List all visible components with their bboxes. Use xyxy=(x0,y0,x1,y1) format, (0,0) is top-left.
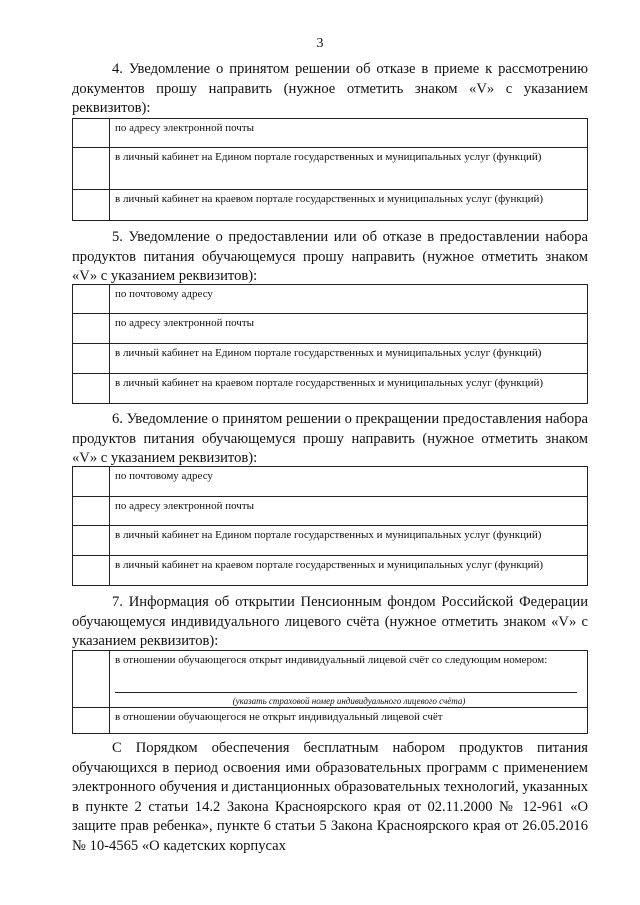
checkbox-cell[interactable] xyxy=(73,526,110,555)
checkbox-cell[interactable] xyxy=(73,556,110,585)
account-number-hint: (указать страховой номер индивидуального лицевого счёта) xyxy=(232,696,466,706)
checkbox-cell[interactable] xyxy=(73,467,110,496)
section-7-option-account-not-open[interactable] xyxy=(72,707,588,734)
option-label: по почтовому адресу xyxy=(115,288,213,300)
option-label: по адресу электронной почты xyxy=(115,122,255,134)
checkbox-cell[interactable] xyxy=(73,190,110,220)
section-5-option-regional-portal[interactable] xyxy=(72,373,588,404)
option-label: по адресу электронной почты xyxy=(115,317,255,329)
section-4-option-email[interactable] xyxy=(72,118,588,148)
section-6-option-postal[interactable] xyxy=(72,466,588,497)
section-5-text: 5. Уведомление о предоставлении или об отказе в предоставлении набора продуктов питания обучающемуся прошу направить (нужное отметить знаком «V» с указанием реквизитов): xyxy=(72,229,588,284)
option-label: в личный кабинет на краевом портале государственных и муниципальных услуг (функций) xyxy=(115,377,544,389)
section-6-option-unified-portal[interactable] xyxy=(72,525,588,556)
closing-text: С Порядком обеспечения бесплатным набором продуктов питания обучающихся в период освоения ими образовательных программ с применением электронного обучения и дистанционных образовательных технологий, указанных в пункте 2 статьи 14.2 Закона Красноярского края от 02.11.2000 № 12-961 «О защите прав ребенка», пункте 6 статьи 5 Закона Красноярского края от 26.05.2016 № 10-4565 «О кадетских корпусах xyxy=(72,740,588,854)
section-5-option-email[interactable] xyxy=(72,313,588,344)
section-4-option-regional-portal[interactable] xyxy=(72,189,588,221)
section-4-option-unified-portal[interactable] xyxy=(72,147,588,190)
section-7-option-account-open[interactable] xyxy=(72,650,588,708)
checkbox-cell[interactable] xyxy=(73,374,110,403)
section-4-text: 4. Уведомление о принятом решении об отказе в приеме к рассмотрению документов прошу направить (нужное отметить знаком «V» с указанием реквизитов): xyxy=(72,61,588,116)
section-6-option-email[interactable] xyxy=(72,496,588,526)
option-label: в личный кабинет на краевом портале государственных и муниципальных услуг (функций) xyxy=(115,559,544,571)
section-6-text: 6. Уведомление о принятом решении о прекращении предоставления набора продуктов питания обучающемуся прошу направить (нужное отметить знаком «V» с указанием реквизитов): xyxy=(72,411,588,466)
checkbox-cell[interactable] xyxy=(73,148,110,189)
option-label: в личный кабинет на Едином портале государственных и муниципальных услуг (функций) xyxy=(115,151,542,163)
option-label: в личный кабинет на Едином портале государственных и муниципальных услуг (функций) xyxy=(115,347,542,359)
checkbox-cell[interactable] xyxy=(73,344,110,373)
option-label: в личный кабинет на Едином портале государственных и муниципальных услуг (функций) xyxy=(115,529,542,541)
account-number-line[interactable] xyxy=(115,692,577,693)
section-5-option-postal[interactable] xyxy=(72,284,588,314)
option-label: по почтовому адресу xyxy=(115,470,213,482)
section-6-option-regional-portal[interactable] xyxy=(72,555,588,586)
checkbox-cell[interactable] xyxy=(73,651,110,707)
option-label: в отношении обучающегося открыт индивидуальный лицевой счёт со следующим номером: xyxy=(115,654,548,666)
option-label: в отношении обучающегося не открыт индивидуальный лицевой счёт xyxy=(115,711,443,723)
section-5-option-unified-portal[interactable] xyxy=(72,343,588,374)
option-label: в личный кабинет на краевом портале государственных и муниципальных услуг (функций) xyxy=(115,193,544,205)
checkbox-cell[interactable] xyxy=(73,497,110,525)
checkbox-cell[interactable] xyxy=(73,119,110,147)
option-label: по адресу электронной почты xyxy=(115,500,255,512)
section-7-text: 7. Информация об открытии Пенсионным фондом Российской Федерации обучающемуся индивидуального лицевого счёта (нужное отметить знаком «V» с указанием реквизитов): xyxy=(72,594,588,649)
checkbox-cell[interactable] xyxy=(73,314,110,343)
page-number: 3 xyxy=(316,36,324,51)
option-open-block xyxy=(115,653,583,705)
checkbox-cell[interactable] xyxy=(73,285,110,313)
checkbox-cell[interactable] xyxy=(73,708,110,733)
